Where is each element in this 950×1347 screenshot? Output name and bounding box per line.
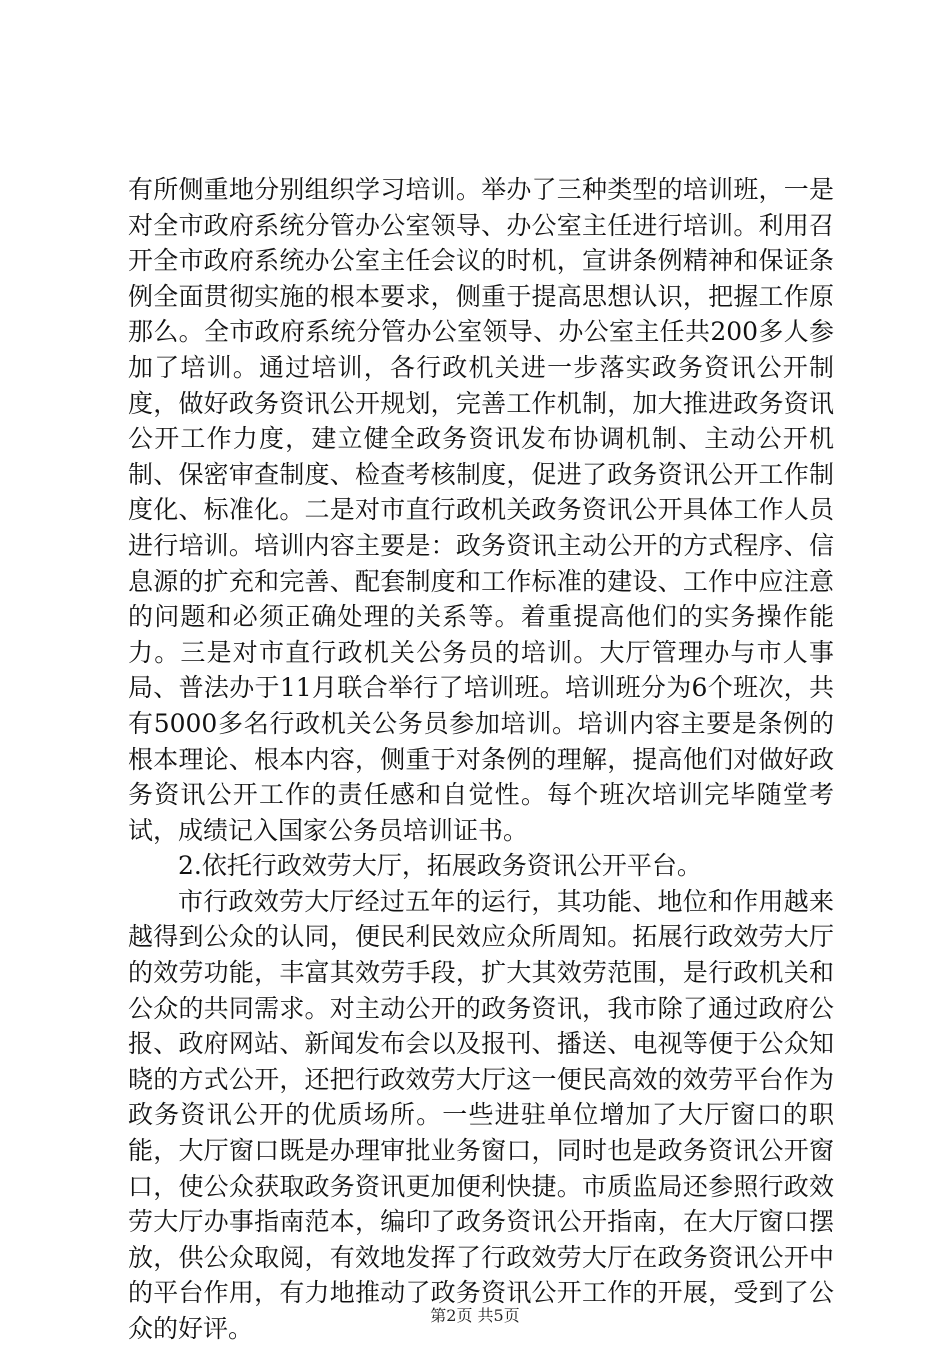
section-heading-service-hall: 2.依托行政效劳大厅，拓展政务资讯公开平台。	[178, 851, 702, 881]
paragraph-training-programs: 有所侧重地分别组织学习培训。举办了三种类型的培训班，一是对全市政府系统分管办公室领导、办公室主任进行培训。利用召开全市政府系统办公室主任会议的时机，宣讲条例精神和保证条例全面贯彻实施的根本要求，侧重于提高思想认识，把握工作原那么。全市政府系统分管办公室领导、办公室主任共200多人参加了培训。通过培训，各行政机关进一步落实政务资讯公开制度，做好政务资讯公开规划，完善工作机制，加大推进政务资讯公开工作力度，建立健全政务资讯发布协调机制、主动公开机制、保密审查制度、检查考核制度，促进了政务资讯公开工作制度化、标准化。二是对市直行政机关政务资讯公开具体工作人员进行培训。培训内容主要是：政务资讯主动公开的方式程序、信息源的扩充和完善、配套制度和工作标准的建设、工作中应注意的问题和必须正确处理的关系等。着重提高他们的实务操作能力。三是对市直行政机关公务员的培训。大厅管理办与市人事局、普法办于11月联合举行了培训班。培训班分为6个班次，共有5000多名行政机关公务员参加培训。培训内容主要是条例的根本理论、根本内容，侧重于对条例的理解，提高他们对做好政务资讯公开工作的责任感和自觉性。每个班次培训完毕随堂考试，成绩记入国家公务员培训证书。	[128, 175, 834, 845]
document-body	[128, 172, 834, 1347]
page-number-label: 第2页 共5页	[430, 1306, 520, 1325]
page-footer	[0, 1306, 950, 1326]
paragraph-service-hall-platform: 市行政效劳大厅经过五年的运行，其功能、地位和作用越来越得到公众的认同，便民利民效应众所周知。拓展行政效劳大厅的效劳功能，丰富其效劳手段，扩大其效劳范围，是行政机关和公众的共同需求。对主动公开的政务资讯，我市除了通过政府公报、政府网站、新闻发布会以及报刊、播送、电视等便于公众知晓的方式公开，还把行政效劳大厅这一便民高效的效劳平台作为政务资讯公开的优质场所。一些进驻单位增加了大厅窗口的职能，大厅窗口既是办理审批业务窗口，同时也是政务资讯公开窗口，使公众获取政务资讯更加便利快捷。市质监局还参照行政效劳大厅办事指南范本，编印了政务资讯公开指南，在大厅窗口摆放，供公众取阅，有效地发挥了行政效劳大厅在政务资讯公开中的平台作用，有力地推动了政务资讯公开工作的开展，受到了公众的好评。	[128, 886, 834, 1343]
